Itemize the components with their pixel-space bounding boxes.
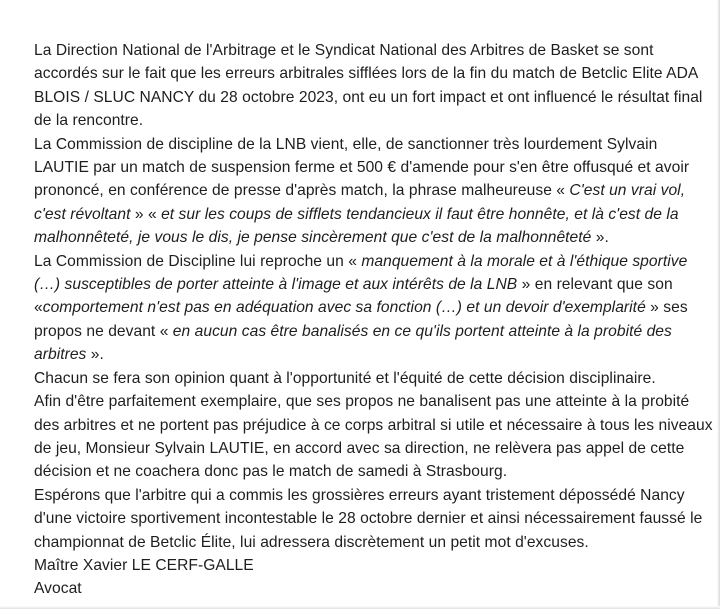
- paragraph-discipline-reproach: [34, 250, 716, 367]
- text-segment: ».: [591, 229, 609, 247]
- text-segment: » «: [130, 205, 162, 223]
- quote-malhonnetete: et sur les coups de sifflets tendancieux il faut être honnête, et là c'est de la malhonnêteté, je vous le dis, je pense sincèrement que c'est de la malhonnêteté: [34, 205, 679, 247]
- paragraph-lnb-sanction: [34, 133, 716, 250]
- text-segment: » ses propos ne devant «: [34, 299, 688, 340]
- quote-vol: C'est un vrai vol, c'est révoltant: [34, 182, 686, 223]
- statement-document: [34, 39, 716, 601]
- quote-comportement: comportement n'est pas en adéquation avec sa fonction (…) et un devoir d'exemplarité: [42, 299, 646, 317]
- paragraph-opinion: Chacun se fera son opinion quant à l'opportunité et l'équité de cette décision disciplinaire.: [34, 369, 656, 387]
- paragraph-no-appeal: Afin d'être parfaitement exemplaire, que ses propos ne banalisent pas une atteinte à la probité des arbitres et ne portent pas préjudice à ce corps arbitral si utile et nécessaire à tous les niveaux de jeu, Monsieur Sylvain LAUTIE, en accord avec sa direction, ne relèvera pas appel de cette décision et ne coachera donc pas le match de samedi à Strasbourg.: [34, 393, 713, 481]
- text-segment: ».: [86, 346, 104, 364]
- quote-manquement: manquement à la morale et à l'éthique sportive (…) susceptibles de porter atteinte à l'image et aux intérêts de la LNB: [34, 252, 688, 294]
- paragraph-arbitration-errors: La Direction National de l'Arbitrage et le Syndicat National des Arbitres de Basket se sont accordés sur le fait que les erreurs arbitrales sifflées lors de la fin du match de Betclic Elite ADA BLOIS / SLUC NANCY du 28 octobre 2023, ont eu un fort impact et ont influencé le résultat final de la rencontre.: [34, 42, 703, 130]
- text-segment: La Commission de Discipline lui reproche un «: [34, 252, 362, 270]
- paragraph-apology-hope: Espérons que l'arbitre qui a commis les grossières erreurs ayant tristement dépossédé Nancy d'une victoire sportivement incontestable le 28 octobre dernier et ainsi nécessairement faussé le championnat de Betclic Élite, lui adressera discrètement un petit mot d'excuses.: [34, 486, 703, 551]
- text-segment: » en relevant que son «: [34, 276, 673, 317]
- text-segment: La Commission de discipline de la LNB vient, elle, de sanctionner très lourdement Sylvain LAUTIE par un match de suspension ferme et 500 € d'amende pour s'en être offusqué et avoir prononcé, en conférence de presse d'après match, la phrase malheureuse «: [34, 135, 690, 200]
- signature-title: Avocat: [34, 580, 82, 598]
- quote-probite: en aucun cas être banalisés en ce qu'ils portent atteinte à la probité des arbitres: [34, 322, 672, 364]
- signature-name: Maître Xavier LE CERF-GALLE: [34, 556, 254, 574]
